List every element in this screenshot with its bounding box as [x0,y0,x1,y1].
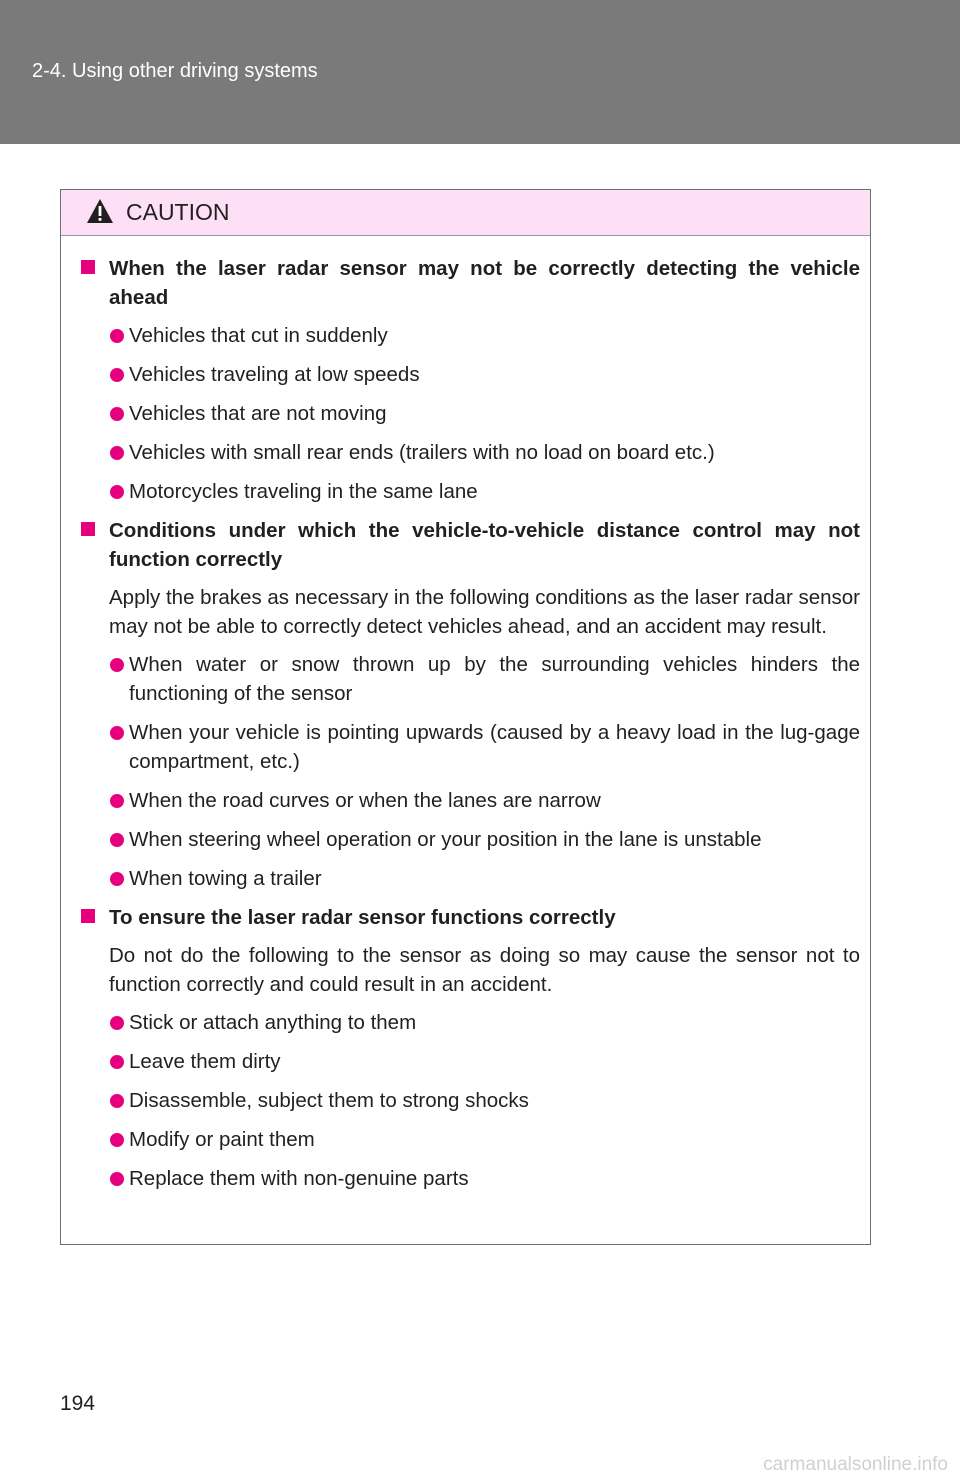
caution-body [61,236,870,1193]
list-item: Vehicles with small rear ends (trailers with no load on board etc.) [81,438,860,467]
circle-bullet-icon [110,1133,124,1147]
circle-bullet-icon [110,407,124,421]
list-item: When towing a trailer [81,864,860,893]
section-heading: Conditions under which the vehicle-to-vehicle distance control may not function correctly [81,516,860,574]
circle-bullet-icon [110,794,124,808]
circle-bullet-icon [110,658,124,672]
list-item: Modify or paint them [81,1125,860,1154]
section-title: 2-4. Using other driving systems [32,60,318,82]
square-bullet-icon [81,522,95,536]
list-item: Leave them dirty [81,1047,860,1076]
section-heading: To ensure the laser radar sensor functions correctly [81,903,860,932]
circle-bullet-icon [110,1172,124,1186]
list-item: When the road curves or when the lanes are narrow [81,786,860,815]
list-item: Disassemble, subject them to strong shocks [81,1086,860,1115]
circle-bullet-icon [110,485,124,499]
square-bullet-icon [81,260,95,274]
list-item: Vehicles that are not moving [81,399,860,428]
list-item: Vehicles that cut in suddenly [81,321,860,350]
page-header [0,0,960,144]
watermark: carmanualsonline.info [763,1454,948,1475]
circle-bullet-icon [110,833,124,847]
list-item: When your vehicle is pointing upwards (caused by a heavy load in the lug-gage compartment, etc.) [81,718,860,776]
square-bullet-icon [81,909,95,923]
circle-bullet-icon [110,368,124,382]
warning-triangle-icon [86,198,114,224]
list-item: Motorcycles traveling in the same lane [81,477,860,506]
list-item: Replace them with non-genuine parts [81,1164,860,1193]
list-item: When water or snow thrown up by the surrounding vehicles hinders the functioning of the sensor [81,650,860,708]
page-number: 194 [60,1392,96,1415]
list-item: When steering wheel operation or your position in the lane is unstable [81,825,860,854]
circle-bullet-icon [110,1016,124,1030]
circle-bullet-icon [110,726,124,740]
section-heading: When the laser radar sensor may not be correctly detecting the vehicle ahead [81,254,860,312]
list-item: Vehicles traveling at low speeds [81,360,860,389]
circle-bullet-icon [110,329,124,343]
caution-box [60,189,871,1245]
circle-bullet-icon [110,446,124,460]
section-text: Do not do the following to the sensor as doing so may cause the sensor not to function correctly and could result in an accident. [109,944,860,996]
circle-bullet-icon [110,872,124,886]
caution-label: CAUTION [126,199,230,225]
section-text: Apply the brakes as necessary in the following conditions as the laser radar sensor may not be able to correctly detect vehicles ahead, and an accident may result. [109,586,860,638]
circle-bullet-icon [110,1094,124,1108]
list-item: Stick or attach anything to them [81,1008,860,1037]
caution-header [61,190,870,236]
circle-bullet-icon [110,1055,124,1069]
